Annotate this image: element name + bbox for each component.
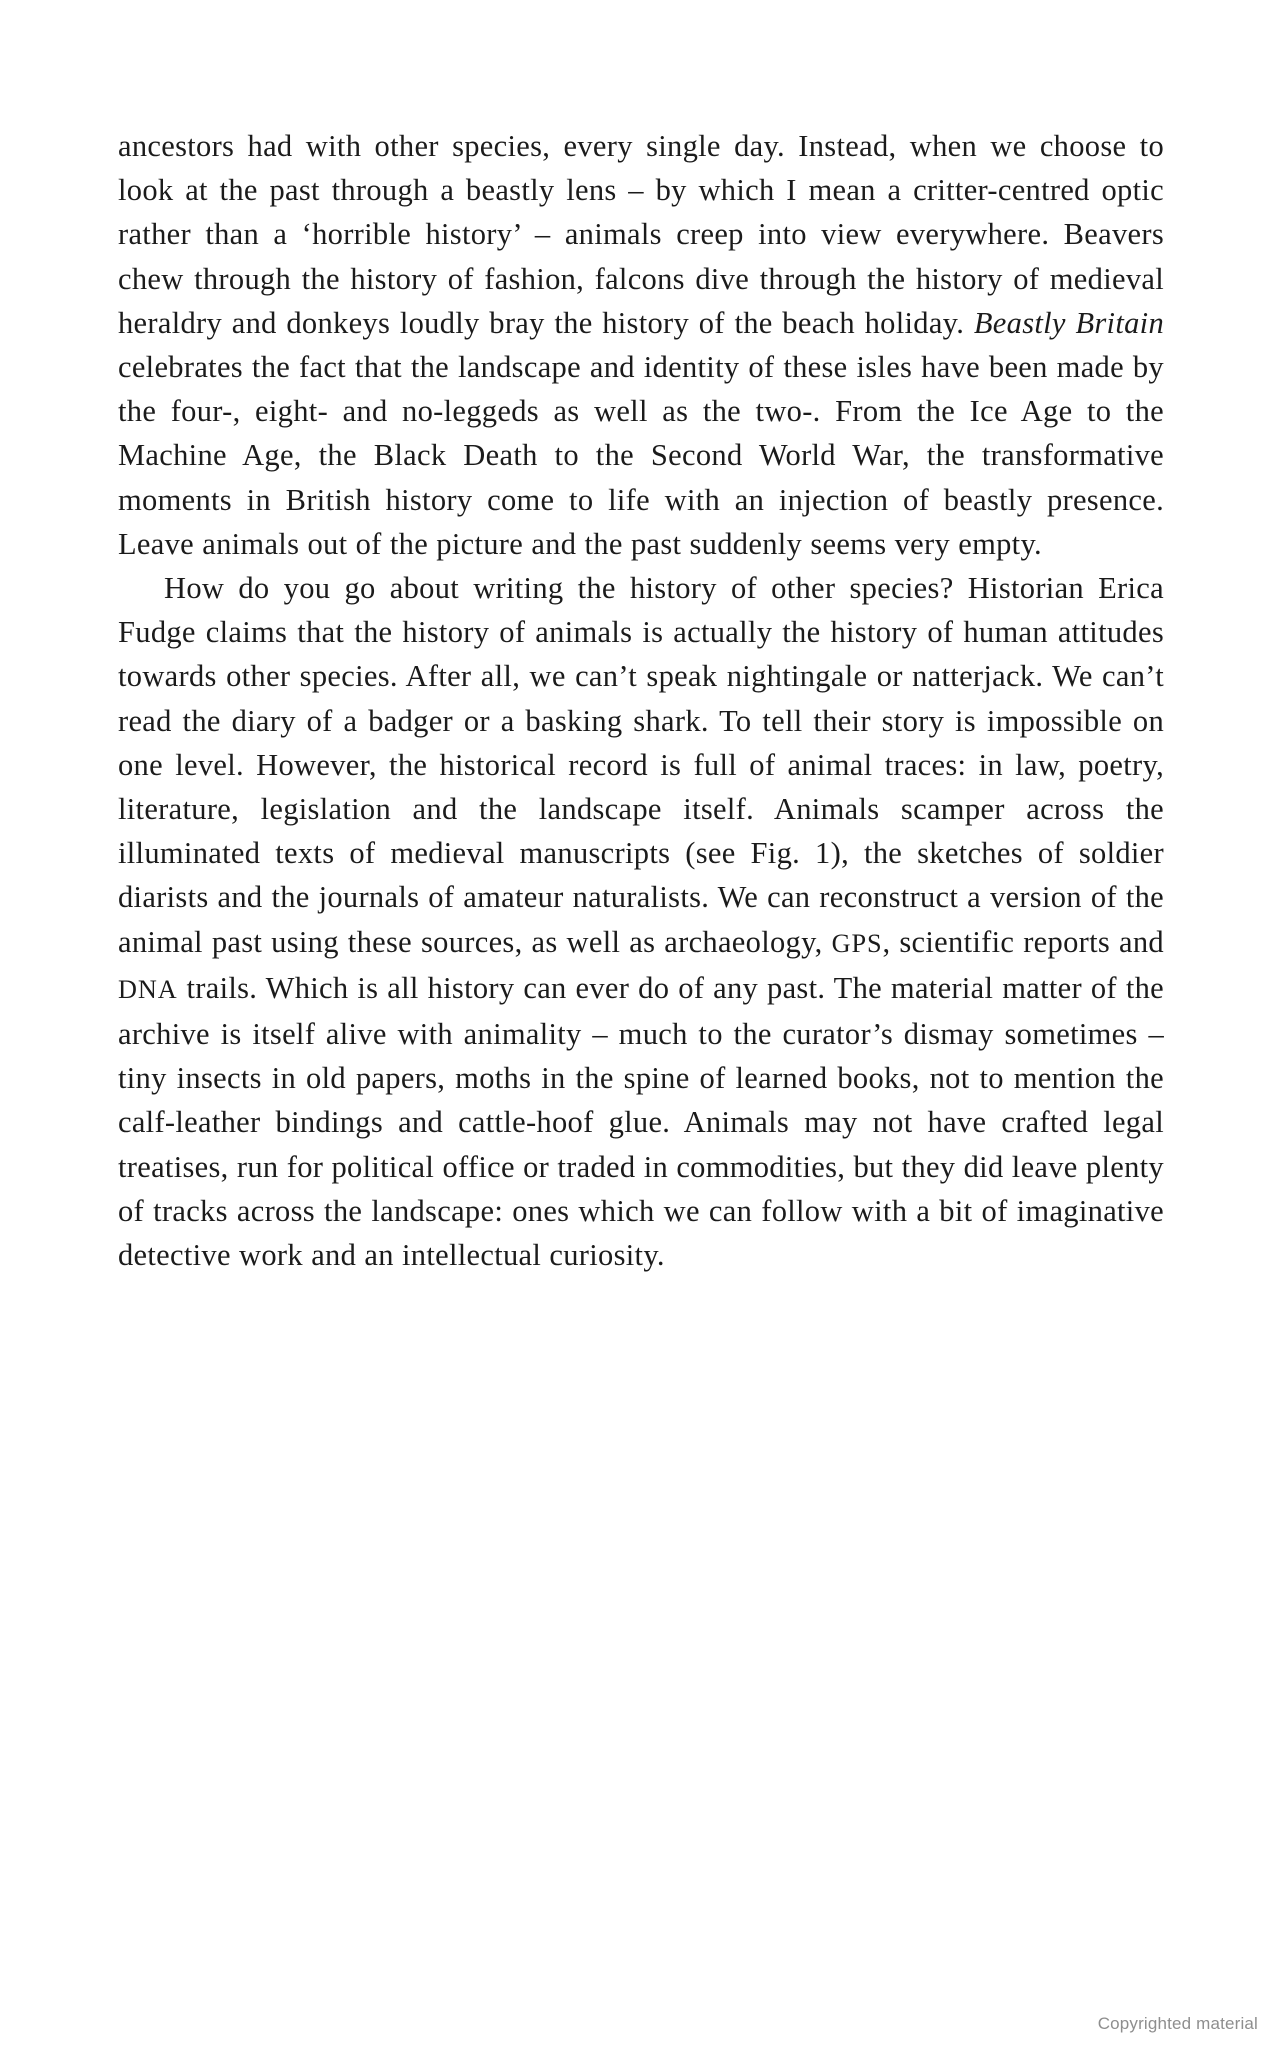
text-run: , scientific reports and [882, 924, 1164, 959]
para-2 [118, 566, 1164, 1277]
small-caps-acronym: GPS [831, 928, 883, 958]
italic-book-title: Beastly Britain [973, 305, 1164, 340]
para-1 [118, 124, 1164, 566]
copyright-watermark: Copyrighted material [1097, 2014, 1258, 2033]
text-run: trails. Which is all history can ever do of any past. The material matter of the archive is itself alive with animality – much to the curator’s dismay sometimes – tiny insects in old papers, moths in the spine of learned books, not to mention the calf-leather bindings and cattle-hoof glue. Animals may not have crafted legal treatises, run for political office or traded in commodities, but they did leave plenty of tracks across the landscape: ones which we can follow with a bit of imaginative detective work and an intellectual curiosity. [118, 970, 1164, 1273]
text-run: celebrates the fact that the landscape and identity of these isles have been made by the four-, eight- and no-leggeds as well as the two-. From the Ice Age to the Machine Age, the Black Death to the Second World War, the transformative moments in British history come to life with an injection of beastly presence. Leave animals out of the picture and the past suddenly seems very empty. [118, 350, 1164, 561]
text-run: How do you go about writing the history of other species? Historian Erica Fudge claims that the history of animals is actually the history of human attitudes towards other species. After all, we can’t speak nightingale or natterjack. We can’t read the diary of a badger or a basking shark. To tell their story is impossible on one level. However, the historical record is full of animal traces: in law, poetry, literature, legislation and the landscape itself. Animals scamper across the illuminated texts of medieval manuscripts (see Fig. 1), the sketches of soldier diarists and the journals of amateur naturalists. We can reconstruct a version of the animal past using these sources, as well as archaeology, [118, 571, 1164, 959]
text-run: ancestors had with other species, every single day. Instead, when we choose to look at the past through a beastly lens – by which I mean a critter-centred optic rather than a ‘horrible history’ – animals creep into view everywhere. Beavers chew through the history of fashion, falcons dive through the history of medieval heraldry and donkeys loudly bray the history of the beach holiday. [118, 129, 1164, 340]
paragraph-list [118, 124, 1164, 1277]
page-text-column [118, 124, 1164, 1277]
small-caps-acronym: DNA [118, 974, 178, 1004]
